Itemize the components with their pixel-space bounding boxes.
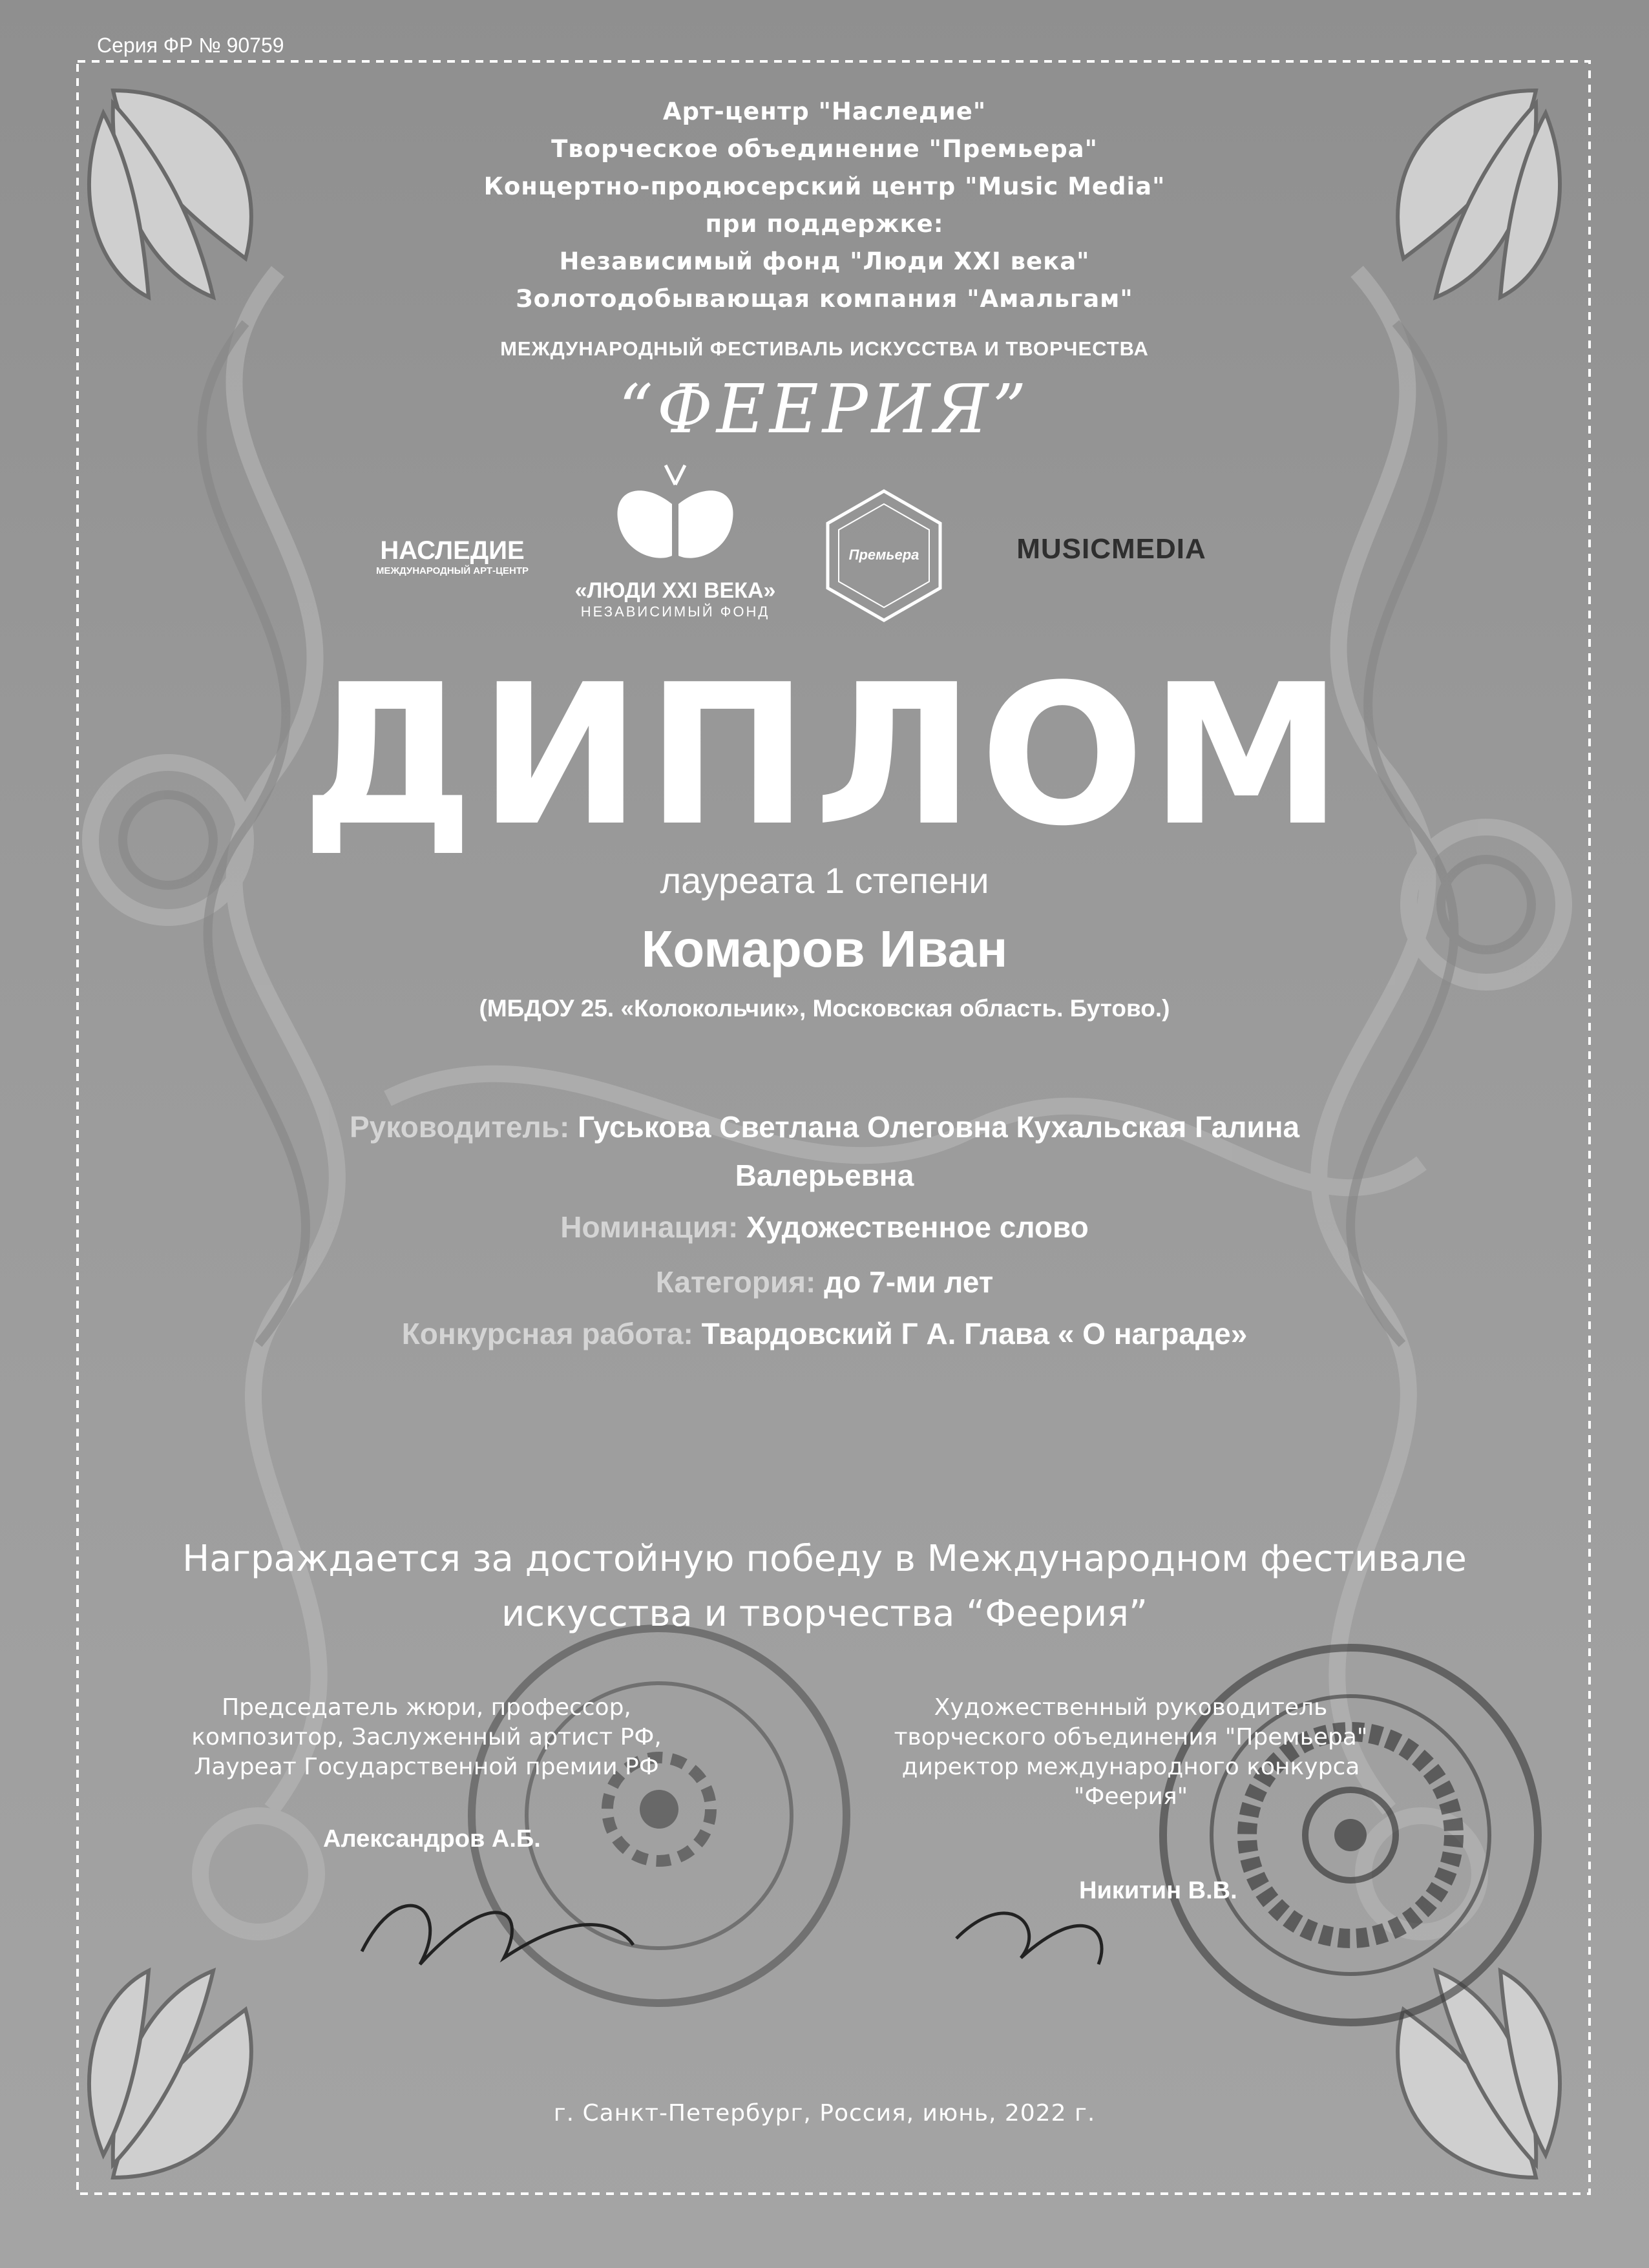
nasledie-logo-text: НАСЛЕДИЕ (380, 536, 525, 565)
signature-right (956, 1913, 1102, 1964)
work-value: Твардовский Г А. Глава « О награде» (701, 1317, 1248, 1350)
right-signatory-line-1: Художественный руководитель (934, 1694, 1328, 1721)
leader-label: Руководитель: (349, 1110, 570, 1144)
premiera-logo-text: Премьера (848, 547, 919, 563)
nomination-label: Номинация: (560, 1210, 739, 1244)
organizer-line-5: Независимый фонд "Люди XXI века" (559, 247, 1090, 275)
organizer-line-3: Концертно-продюсерский центр "Music Media" (483, 173, 1166, 200)
award-text-line-1: Награждается за достойную победу в Международном фестивале (182, 1538, 1467, 1580)
organizer-line-6: Золотодобывающая компания "Амальгам" (516, 285, 1133, 313)
musicmedia-logo: MUSICMEDIA (1016, 533, 1206, 565)
nomination-value: Художественное слово (746, 1210, 1089, 1244)
recipient-institution: (МБДОУ 25. «Колокольчик», Московская область. Бутово.) (479, 995, 1170, 1022)
left-signatory-titles (136, 1693, 717, 1782)
award-text-line-2: искусства и творчества “Феерия” (501, 1593, 1148, 1635)
work-label: Конкурсная работа: (401, 1317, 693, 1350)
organizer-line-4: при поддержке: (705, 210, 944, 238)
butterfly-icon (617, 465, 733, 558)
nasledie-logo (362, 536, 543, 576)
serial-number: Серия ФР № 90759 (97, 34, 284, 57)
left-signatory-line-2: композитор, Заслуженный артист РФ, (191, 1724, 662, 1750)
category-value: до 7-ми лет (824, 1265, 994, 1299)
right-signatory-line-4: "Феерия" (1073, 1783, 1188, 1810)
nasledie-logo-subtext: МЕЖДУНАРОДНЫЙ АРТ-ЦЕНТР (375, 565, 529, 576)
work-field (0, 1315, 1649, 1352)
right-signatory-titles (840, 1693, 1422, 1812)
festival-label: МЕЖДУНАРОДНЫЙ ФЕСТИВАЛЬ ИСКУССТВА И ТВОРЧЕСТВА (500, 337, 1149, 360)
recipient-name: Комаров Иван (641, 920, 1008, 978)
right-signatory-line-2: творческого объединения "Премьера" (894, 1724, 1368, 1750)
right-signatory-name: Никитин В.В. (1079, 1877, 1237, 1904)
ludi-logo-text: «ЛЮДИ XXI ВЕКА» (574, 578, 776, 603)
corner-ornament-bottom-right (1398, 1971, 1560, 2178)
leader-field (0, 1108, 1649, 1146)
right-signatory-line-3: директор международного конкурса (901, 1754, 1360, 1780)
footer-place-date: г. Санкт-Петербург, Россия, июнь, 2022 г. (553, 2100, 1096, 2126)
left-signatory-name: Александров А.Б. (323, 1825, 541, 1853)
ludi-logo-subtext: НЕЗАВИСИМЫЙ ФОНД (580, 604, 770, 620)
diploma-title: ДИПЛОМ (300, 643, 1349, 868)
festival-name: “ФЕЕРИЯ” (618, 370, 1031, 448)
leader-field-continued (0, 1157, 1649, 1194)
degree-subtitle: лауреата 1 степени (660, 860, 989, 901)
category-label: Категория: (655, 1265, 816, 1299)
leader-value: Гуськова Светлана Олеговна Кухальская Галина (578, 1110, 1300, 1144)
corner-ornament-bottom-left (89, 1971, 251, 2178)
stamp-left (472, 1628, 846, 2003)
left-signatory-line-3: Лауреат Государственной премии РФ (194, 1754, 659, 1780)
category-field (0, 1263, 1649, 1301)
leader-value-continued: Валерьевна (735, 1159, 914, 1192)
organizer-line-1: Арт-центр "Наследие" (662, 98, 987, 125)
organizer-line-2: Творческое объединение "Премьера" (551, 135, 1098, 163)
ludi-logo (569, 578, 782, 620)
left-signatory-line-1: Председатель жюри, профессор, (222, 1694, 631, 1721)
nomination-field (0, 1208, 1649, 1246)
